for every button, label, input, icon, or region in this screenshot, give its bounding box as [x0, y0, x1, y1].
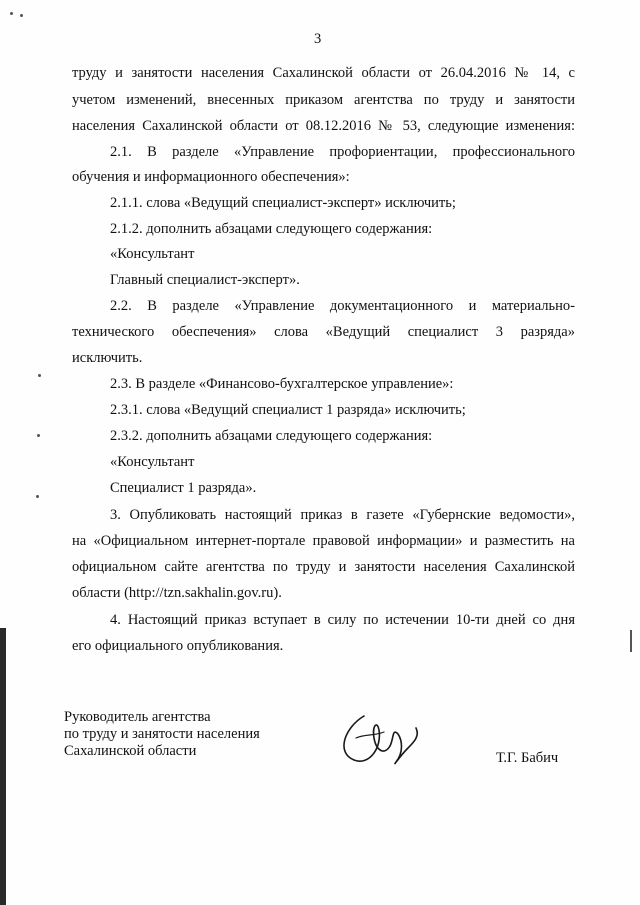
text-line: Специалист 1 разряда».	[110, 480, 257, 496]
text-line: «Консультант	[110, 454, 195, 470]
text-line: 3. Опубликовать настоящий приказ в газете «Губернские ведомости»,	[110, 507, 575, 523]
text-line: 2.2. В разделе «Управление документационного и материально-	[110, 298, 575, 314]
text-line: населения Сахалинской области от 08.12.2016 № 53, следующие изменения:	[72, 118, 575, 134]
text-line: учетом изменений, внесенных приказом агентства по труду и занятости	[72, 92, 575, 108]
text-line: труду и занятости населения Сахалинской области от 26.04.2016 № 14, с	[72, 65, 575, 81]
scan-speck	[38, 374, 41, 377]
text-line: исключить.	[72, 350, 143, 366]
signatory-name: Т.Г. Бабич	[496, 750, 559, 766]
signatory-position-line: Руководитель агентства	[64, 709, 211, 725]
text-line: технического обеспечения» слова «Ведущий специалист 3 разряда»	[72, 324, 575, 340]
text-line: 4. Настоящий приказ вступает в силу по истечении 10-ти дней со дня	[110, 612, 575, 628]
text-line: 2.3.2. дополнить абзацами следующего содержания:	[110, 428, 433, 444]
text-line: 2.3.1. слова «Ведущий специалист 1 разряда» исключить;	[110, 402, 466, 418]
text-line: обучения и информационного обеспечения»:	[72, 169, 350, 185]
text-line: 2.1.1. слова «Ведущий специалист-эксперт» исключить;	[110, 195, 456, 211]
text-line: области (http://tzn.sakhalin.gov.ru).	[72, 585, 282, 601]
text-line: на «Официальном интернет-портале правовой информации» и разместить на	[72, 533, 575, 549]
text-line: 2.1.2. дополнить абзацами следующего содержания:	[110, 221, 433, 237]
page-number: 3	[314, 31, 322, 47]
scan-speck	[20, 14, 23, 17]
text-line: 2.3. В разделе «Финансово-бухгалтерское управление»:	[110, 376, 454, 392]
text-line: его официального опубликования.	[72, 638, 284, 654]
text-line: 2.1. В разделе «Управление профориентации, профессионального	[110, 144, 575, 160]
scan-edge-shadow	[0, 628, 6, 905]
text-line: Главный специалист-эксперт».	[110, 272, 300, 288]
text-line: «Консультант	[110, 246, 195, 262]
scan-speck	[630, 630, 632, 652]
scan-speck	[10, 12, 13, 15]
signatory-position-line: Сахалинской области	[64, 743, 197, 759]
text-line: официальном сайте агентства по труду и занятости населения Сахалинской	[72, 559, 575, 575]
signatory-position-line: по труду и занятости населения	[64, 726, 260, 742]
signatory-position	[64, 709, 260, 760]
scan-speck	[37, 434, 40, 437]
scan-speck	[36, 495, 39, 498]
handwritten-signature	[334, 708, 424, 773]
